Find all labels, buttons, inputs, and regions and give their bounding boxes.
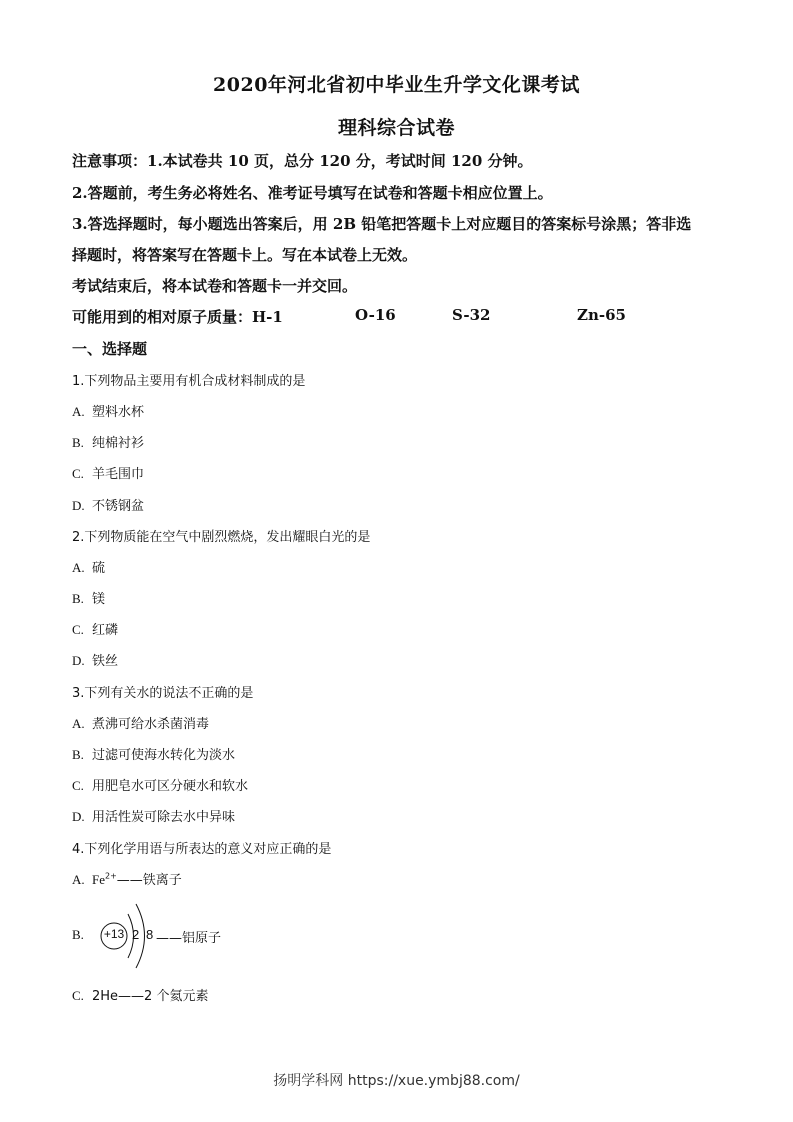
question-1-option-d (72, 495, 144, 514)
question-4-option-c (72, 985, 208, 1004)
page-footer-watermark: 扬明学科网 https://xue.ymbj88.com/ (273, 1073, 520, 1089)
atomic-mass-o: O-16 (355, 306, 396, 324)
atomic-mass-label: 可能用到的相对原子质量：H-1 (72, 308, 283, 326)
option-letter: B. (72, 435, 84, 450)
option-text: ——铁离子 (116, 873, 182, 888)
option-letter: A. (72, 872, 85, 887)
shell-1-electrons: 2 (132, 927, 140, 942)
nucleus-charge: +13 (103, 927, 125, 941)
ion-symbol: Fe (92, 872, 105, 887)
option-text: 不锈钢盆 (92, 499, 145, 514)
option-letter: B. (72, 747, 84, 762)
note-line-3b: 择题时，将答案写在答题卡上。写在本试卷上无效。 (72, 246, 418, 264)
question-2-option-d (72, 650, 118, 669)
option-text: 用活性炭可除去水中异味 (92, 810, 236, 825)
question-2-option-a (72, 557, 105, 576)
option-letter: C. (72, 988, 84, 1003)
option-letter: D. (72, 809, 85, 824)
option-text: ——铝原子 (156, 931, 222, 946)
question-3-stem: 3.下列有关水的说法不正确的是 (72, 686, 254, 701)
question-2-option-b (72, 588, 105, 607)
option-letter: A. (72, 404, 85, 419)
question-4-option-b-letter (72, 927, 92, 943)
exam-subtitle: 理科综合试卷 (337, 117, 455, 139)
question-1-option-a (72, 401, 144, 420)
option-letter: A. (72, 716, 85, 731)
option-letter: B. (72, 927, 84, 942)
atomic-mass-s: S-32 (452, 306, 491, 324)
exam-title: 2020年河北省初中毕业生升学文化课考试 (213, 74, 580, 96)
question-4-option-a (72, 869, 182, 888)
question-4-stem: 4.下列化学用语与所表达的意义对应正确的是 (72, 842, 332, 857)
question-3-option-b (72, 744, 235, 763)
option-letter: C. (72, 466, 84, 481)
option-text: 铁丝 (92, 654, 119, 669)
question-1-stem: 1.下列物品主要用有机合成材料制成的是 (72, 374, 306, 389)
section-title: 一、选择题 (72, 340, 148, 358)
option-text: 煮沸可给水杀菌消毒 (92, 717, 210, 732)
atomic-mass-row (72, 306, 722, 328)
option-letter: B. (72, 591, 84, 606)
option-text: 用肥皂水可区分硬水和软水 (92, 779, 249, 794)
option-letter: D. (72, 498, 85, 513)
option-text: 2He——2 个氦元素 (92, 989, 209, 1004)
option-text: 硫 (92, 561, 106, 576)
note-line-2: 2.答题前，考生务必将姓名、准考证号填写在试卷和答题卡相应位置上。 (72, 184, 553, 202)
question-3-option-a (72, 713, 209, 732)
option-text: 红磷 (92, 623, 119, 638)
option-text: 羊毛围巾 (92, 467, 145, 482)
option-text: 塑料水杯 (92, 405, 145, 420)
question-2-option-c (72, 619, 118, 638)
option-text: 过滤可使海水转化为淡水 (92, 748, 236, 763)
note-line-4: 考试结束后，将本试卷和答题卡一并交回。 (72, 277, 358, 295)
question-1-option-c (72, 463, 144, 482)
option-letter: A. (72, 560, 85, 575)
question-3-option-c (72, 775, 248, 794)
option-letter: C. (72, 778, 84, 793)
question-3-option-d (72, 806, 235, 825)
option-text: 镁 (92, 592, 106, 607)
option-text: 纯棉衬衫 (92, 436, 145, 451)
question-1-option-b (72, 432, 144, 451)
shell-2-electrons: 8 (146, 927, 154, 942)
option-letter: C. (72, 622, 84, 637)
note-line-3a: 3.答选择题时，每小题选出答案后，用 2B 铅笔把答题卡上对应题目的答案标号涂黑；答非选 (72, 215, 692, 233)
question-2-stem: 2.下列物质能在空气中剧烈燃烧，发出耀眼白光的是 (72, 530, 371, 545)
note-line-1: 注意事项：1.本试卷共 10 页，总分 120 分，考试时间 120 分钟。 (72, 152, 533, 170)
option-letter: D. (72, 653, 85, 668)
atomic-mass-zn: Zn-65 (577, 306, 626, 324)
ion-charge: 2+ (105, 871, 117, 881)
